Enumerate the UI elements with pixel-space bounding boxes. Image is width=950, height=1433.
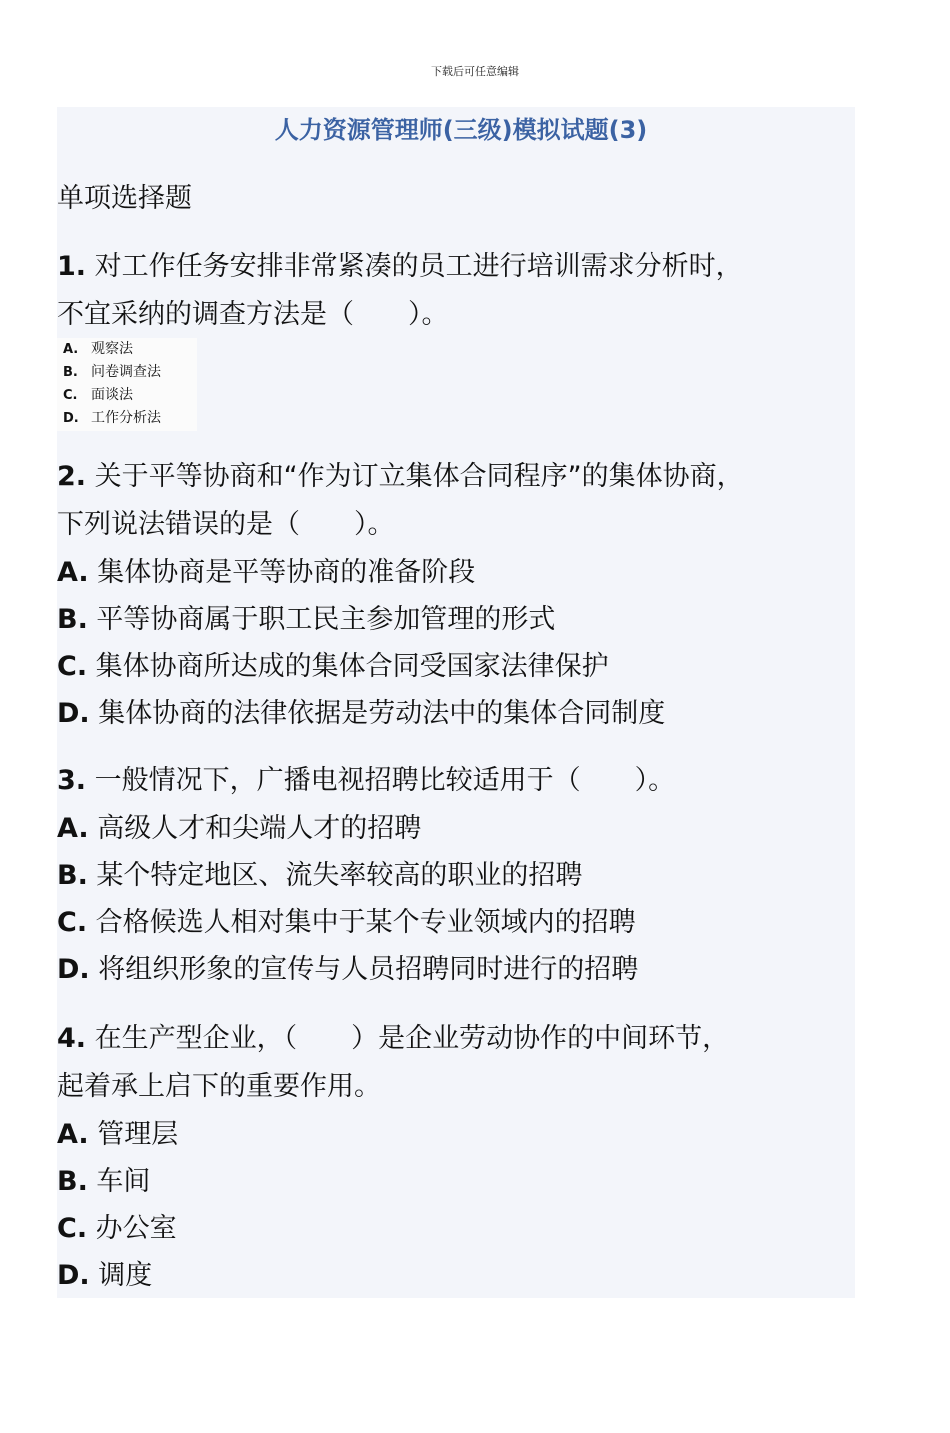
- option-text: 高级人才和尖端人才的招聘: [88, 813, 422, 844]
- header-note: 下载后可任意编辑: [431, 65, 519, 78]
- question-3-stem-line1: [57, 757, 857, 805]
- option-text: 合格候选人相对集中于某个专业领域内的招聘: [87, 907, 636, 938]
- option-key: D.: [57, 1260, 90, 1291]
- option-a: [57, 1111, 857, 1158]
- option-text: 集体协商是平等协商的准备阶段: [88, 557, 476, 588]
- option-key: A.: [57, 813, 89, 844]
- question-number: 1.: [57, 251, 87, 282]
- option-b: [57, 596, 857, 643]
- option-key: B.: [57, 604, 88, 635]
- question-4-stem-line1: [57, 1015, 857, 1063]
- option-key: C.: [57, 651, 88, 682]
- option-key: C.: [57, 907, 88, 938]
- option-a: [57, 549, 857, 596]
- option-c: [57, 643, 857, 690]
- section-heading: 单项选择题: [57, 183, 192, 214]
- option-a: [63, 338, 197, 361]
- option-key: A.: [63, 342, 79, 357]
- option-b: [57, 1158, 857, 1205]
- option-key: D.: [57, 698, 90, 729]
- question-1-stem-line2: 不宜采纳的调查方法是（ ）。: [57, 299, 449, 330]
- question-number: 3.: [57, 765, 87, 796]
- option-text: 办公室: [87, 1213, 177, 1244]
- question-4: [57, 1015, 857, 1299]
- option-text: 车间: [87, 1166, 151, 1197]
- option-key: C.: [57, 1213, 88, 1244]
- option-key: C.: [63, 388, 78, 403]
- option-b: [57, 852, 857, 899]
- option-key: B.: [57, 860, 88, 891]
- question-number: 2.: [57, 461, 87, 492]
- option-b: [63, 361, 197, 384]
- option-text: 管理层: [88, 1119, 179, 1150]
- option-text: 集体协商所达成的集体合同受国家法律保护: [87, 651, 609, 682]
- option-text: 观察法: [91, 341, 133, 357]
- option-text: 问卷调查法: [91, 364, 161, 380]
- question-number: 4.: [57, 1023, 87, 1054]
- option-d: [57, 946, 857, 993]
- option-text: 某个特定地区、流失率较高的职业的招聘: [87, 860, 583, 891]
- question-2-stem-line2: 下列说法错误的是（ ）。: [57, 509, 395, 540]
- question-2-stem-line1: [57, 453, 857, 501]
- option-key: D.: [63, 411, 79, 426]
- option-text: 面谈法: [91, 387, 133, 403]
- option-a: [57, 805, 857, 852]
- question-stem: 一般情况下，广播电视招聘比较适用于（ ）。: [86, 765, 676, 796]
- option-d: [63, 407, 197, 430]
- question-4-stem-line2: 起着承上启下的重要作用。: [57, 1071, 381, 1102]
- option-text: 集体协商的法律依据是劳动法中的集体合同制度: [89, 698, 666, 729]
- question-1-options-image: [57, 338, 197, 431]
- option-key: A.: [57, 1119, 89, 1150]
- question-stem: 关于平等协商和“作为订立集体合同程序”的集体协商，: [86, 461, 744, 492]
- option-c: [63, 384, 197, 407]
- question-stem: 在生产型企业，（ ）是企业劳动协作的中间环节，: [86, 1023, 730, 1054]
- option-d: [57, 690, 857, 737]
- option-key: B.: [57, 1166, 88, 1197]
- option-text: 平等协商属于职工民主参加管理的形式: [87, 604, 556, 635]
- option-text: 调度: [89, 1260, 153, 1291]
- option-c: [57, 1205, 857, 1252]
- option-text: 将组织形象的宣传与人员招聘同时进行的招聘: [89, 954, 639, 985]
- question-stem: 对工作任务安排非常紧凑的员工进行培训需求分析时，: [86, 251, 743, 282]
- option-key: D.: [57, 954, 90, 985]
- option-d: [57, 1252, 857, 1299]
- option-text: 工作分析法: [91, 410, 161, 426]
- question-2: [57, 453, 857, 737]
- question-1: [57, 243, 857, 339]
- question-3: [57, 757, 857, 993]
- option-key: B.: [63, 365, 78, 380]
- question-1-stem-line1: [57, 243, 857, 291]
- option-key: A.: [57, 557, 89, 588]
- option-c: [57, 899, 857, 946]
- document-title: 人力资源管理师(三级)模拟试题(3): [274, 116, 648, 144]
